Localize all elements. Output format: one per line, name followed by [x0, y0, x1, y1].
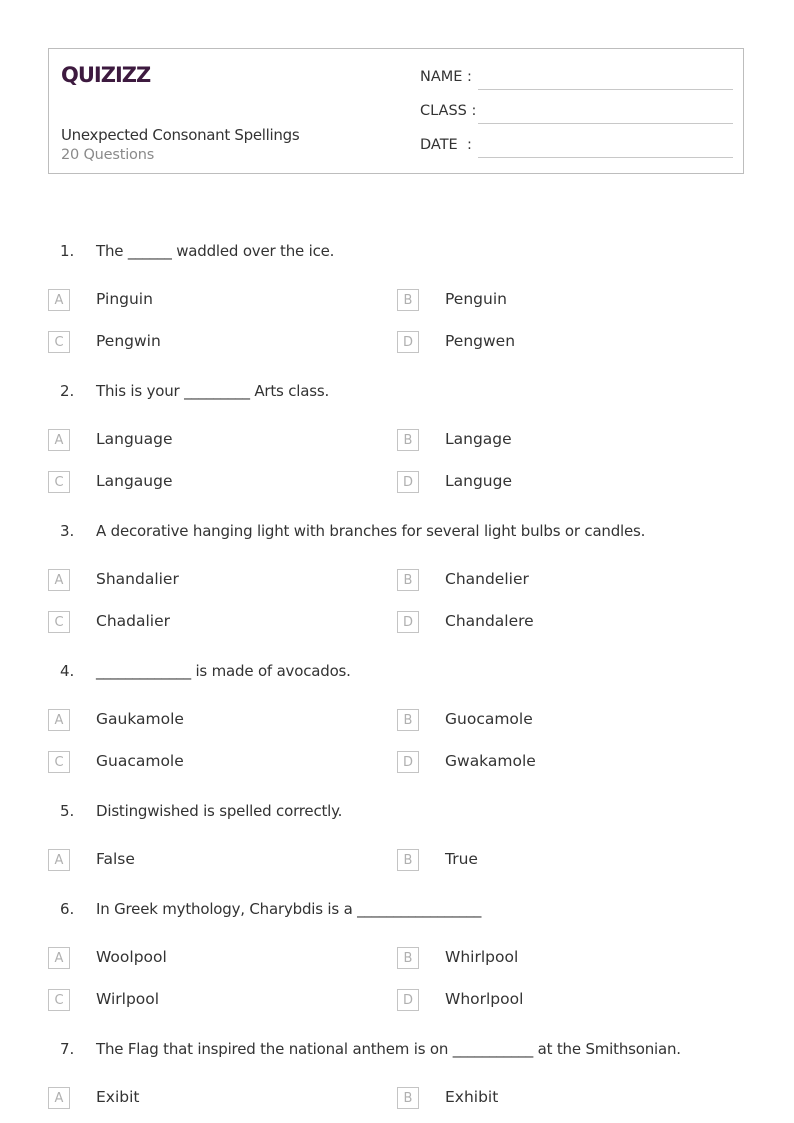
- option-letter-box[interactable]: A: [48, 289, 70, 311]
- question-number: 1.: [60, 242, 75, 260]
- question-6: [0, 900, 794, 930]
- option-text: False: [96, 850, 135, 868]
- question-number: 7.: [60, 1040, 75, 1058]
- option-text: Chandalere: [445, 612, 534, 630]
- svg-text:QUIZIZZ: QUIZIZZ: [61, 63, 151, 87]
- option-text: Language: [96, 430, 173, 448]
- option-letter-box[interactable]: D: [397, 471, 419, 493]
- question-4: [0, 662, 794, 692]
- question-1: [0, 242, 794, 272]
- worksheet-title: Unexpected Consonant Spellings: [61, 126, 300, 144]
- option-letter-box[interactable]: A: [48, 1087, 70, 1109]
- option-letter-box[interactable]: C: [48, 751, 70, 773]
- option-text: Languge: [445, 472, 512, 490]
- option-text: Penguin: [445, 290, 507, 308]
- option-letter-box[interactable]: A: [48, 709, 70, 731]
- option-text: Whorlpool: [445, 990, 524, 1008]
- option-letter-box[interactable]: B: [397, 289, 419, 311]
- option-letter-box[interactable]: B: [397, 1087, 419, 1109]
- option-letter-box[interactable]: A: [48, 849, 70, 871]
- option-text: Langauge: [96, 472, 173, 490]
- option-letter-box[interactable]: A: [48, 947, 70, 969]
- option-text: Woolpool: [96, 948, 167, 966]
- option-text: Gaukamole: [96, 710, 184, 728]
- question-number: 6.: [60, 900, 75, 918]
- question-number: 2.: [60, 382, 75, 400]
- option-text: Pengwin: [96, 332, 161, 350]
- option-text: Shandalier: [96, 570, 179, 588]
- option-text: Whirlpool: [445, 948, 519, 966]
- question-text: _____________ is made of avocados.: [96, 662, 351, 680]
- option-letter-box[interactable]: C: [48, 331, 70, 353]
- option-text: Pengwen: [445, 332, 516, 350]
- option-letter-box[interactable]: D: [397, 611, 419, 633]
- question-3: [0, 522, 794, 552]
- question-number: 3.: [60, 522, 75, 540]
- option-text: Langage: [445, 430, 512, 448]
- name-line: [478, 89, 733, 90]
- date-label: DATE :: [420, 137, 472, 153]
- date-line: [478, 157, 733, 158]
- class-line: [478, 123, 733, 124]
- option-text: Exhibit: [445, 1088, 499, 1106]
- option-text: Wirlpool: [96, 990, 160, 1008]
- option-letter-box[interactable]: B: [397, 569, 419, 591]
- question-text: This is your _________ Arts class.: [96, 382, 330, 400]
- option-letter-box[interactable]: B: [397, 849, 419, 871]
- option-letter-box[interactable]: C: [48, 471, 70, 493]
- question-text: A decorative hanging light with branches for several light bulbs or candles.: [96, 522, 646, 540]
- option-letter-box[interactable]: B: [397, 709, 419, 731]
- question-5: [0, 802, 794, 832]
- option-letter-box[interactable]: C: [48, 989, 70, 1011]
- option-text: Pinguin: [96, 290, 153, 308]
- question-text: The Flag that inspired the national anthem is on ___________ at the Smithsonian.: [96, 1040, 681, 1058]
- worksheet-header: [48, 48, 744, 174]
- question-count: 20 Questions: [61, 147, 155, 163]
- option-letter-box[interactable]: D: [397, 989, 419, 1011]
- question-number: 5.: [60, 802, 75, 820]
- question-text: The ______ waddled over the ice.: [96, 242, 335, 260]
- option-letter-box[interactable]: D: [397, 331, 419, 353]
- option-text: Gwakamole: [445, 752, 536, 770]
- question-text: In Greek mythology, Charybdis is a _________________: [96, 900, 482, 918]
- option-letter-box[interactable]: A: [48, 569, 70, 591]
- class-label: CLASS :: [420, 103, 477, 119]
- option-text: Chadalier: [96, 612, 171, 630]
- question-7: [0, 1040, 794, 1070]
- option-letter-box[interactable]: B: [397, 429, 419, 451]
- option-text: Chandelier: [445, 570, 529, 588]
- name-label: NAME :: [420, 69, 472, 85]
- option-text: Guacamole: [96, 752, 184, 770]
- quizizz-logo: [61, 61, 151, 87]
- option-letter-box[interactable]: B: [397, 947, 419, 969]
- question-number: 4.: [60, 662, 75, 680]
- option-text: Exibit: [96, 1088, 140, 1106]
- question-text: Distingwished is spelled correctly.: [96, 802, 343, 820]
- question-2: [0, 382, 794, 412]
- option-letter-box[interactable]: D: [397, 751, 419, 773]
- option-letter-box[interactable]: A: [48, 429, 70, 451]
- option-letter-box[interactable]: C: [48, 611, 70, 633]
- option-text: True: [445, 850, 478, 868]
- option-text: Guocamole: [445, 710, 533, 728]
